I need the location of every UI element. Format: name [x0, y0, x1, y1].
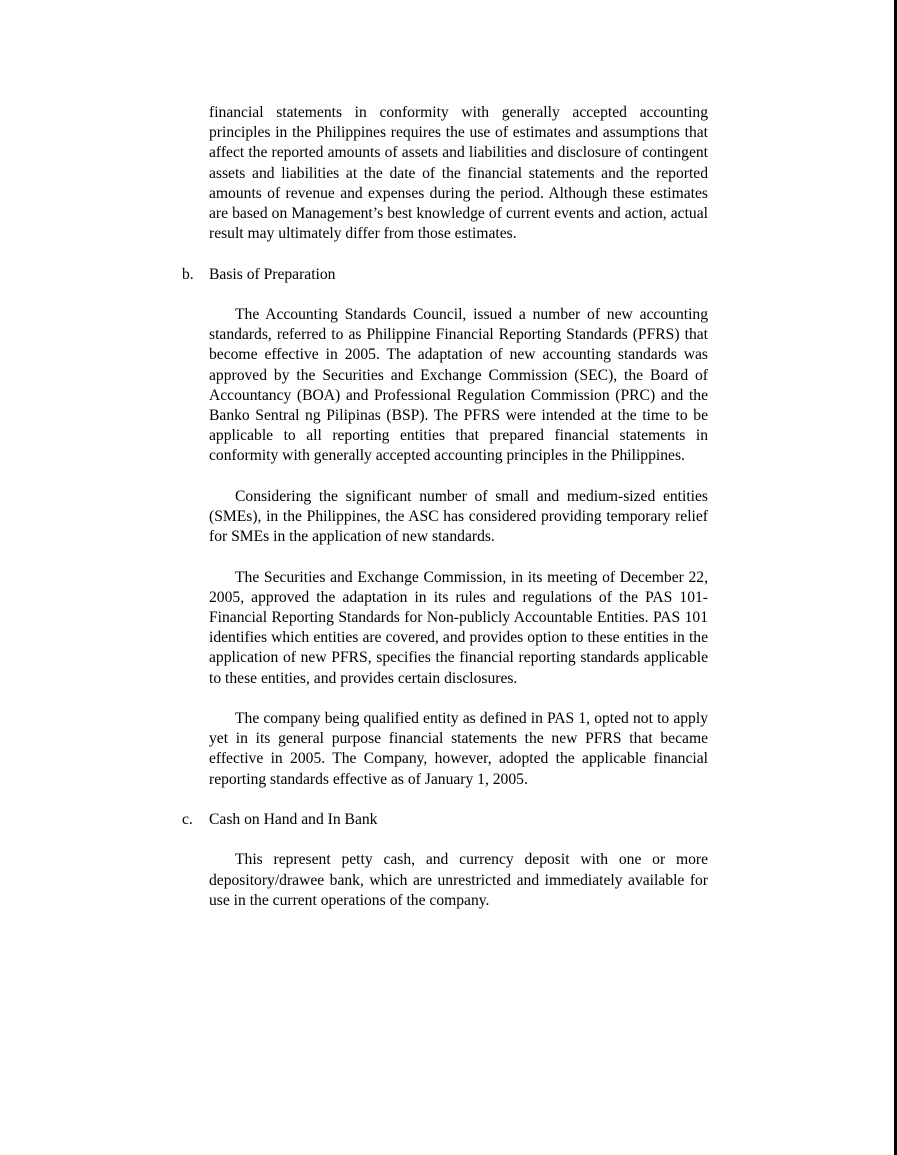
- paragraph: Considering the significant number of small and medium-sized entities (SMEs), in the Philippines, the ASC has considered providing temporary relief for SMEs in the application of new standards.: [209, 487, 708, 546]
- section-basis-of-preparation: [182, 265, 708, 790]
- paragraph: The Securities and Exchange Commission, in its meeting of December 22, 2005, approved the adaptation in its rules and regulations of the PAS 101- Financial Reporting Standards for Non-publicly Accountable Entities. PAS 101 identifies which entities are covered, and provides option to these entities in the application of new PFRS, specifies the financial reporting standards applicable to these entities, and provides certain disclosures.: [209, 568, 708, 687]
- section-letter: b.: [182, 265, 194, 283]
- section-letter: c.: [182, 811, 193, 829]
- section-cash-on-hand-and-in-bank: [182, 810, 708, 911]
- paragraph: This represent petty cash, and currency deposit with one or more depository/drawee bank, which are unrestricted and immediately available for use in the current operations of the company.: [209, 851, 708, 909]
- section-title: Cash on Hand and In Bank: [209, 811, 378, 829]
- paragraph: The Accounting Standards Council, issued a number of new accounting standards, referred to as Philippine Financial Reporting Standards (PFRS) that become effective in 2005. The adaptation of new accounting standards was approved by the Securities and Exchange Commission (SEC), the Board of Accountancy (BOA) and Professional Regulation Commission (PRC) and the Banko Sentral ng Pilipinas (BSP). The PFRS were intended at the time to be applicable to all reporting entities that prepared financial statements in conformity with generally accepted accounting principles in the Philippines.: [209, 306, 708, 465]
- intro-paragraph: financial statements in conformity with generally accepted accounting principles in the Philippines requires the use of estimates and assumptions that affect the reported amounts of assets and liabilities and disclosure of contingent assets and liabilities at the date of the financial statements and the reported amounts of revenue and expenses during the period. Although these estimates are based on Management’s best knowledge of current events and action, actual result may ultimately differ from those estimates.: [209, 104, 708, 243]
- section-title: Basis of Preparation: [209, 265, 336, 283]
- document-body: [182, 103, 708, 911]
- paragraph: The company being qualified entity as defined in PAS 1, opted not to apply yet in its general purpose financial statements the new PFRS that became effective in 2005. The Company, however, adopted the applicable financial reporting standards effective as of January 1, 2005.: [209, 710, 708, 788]
